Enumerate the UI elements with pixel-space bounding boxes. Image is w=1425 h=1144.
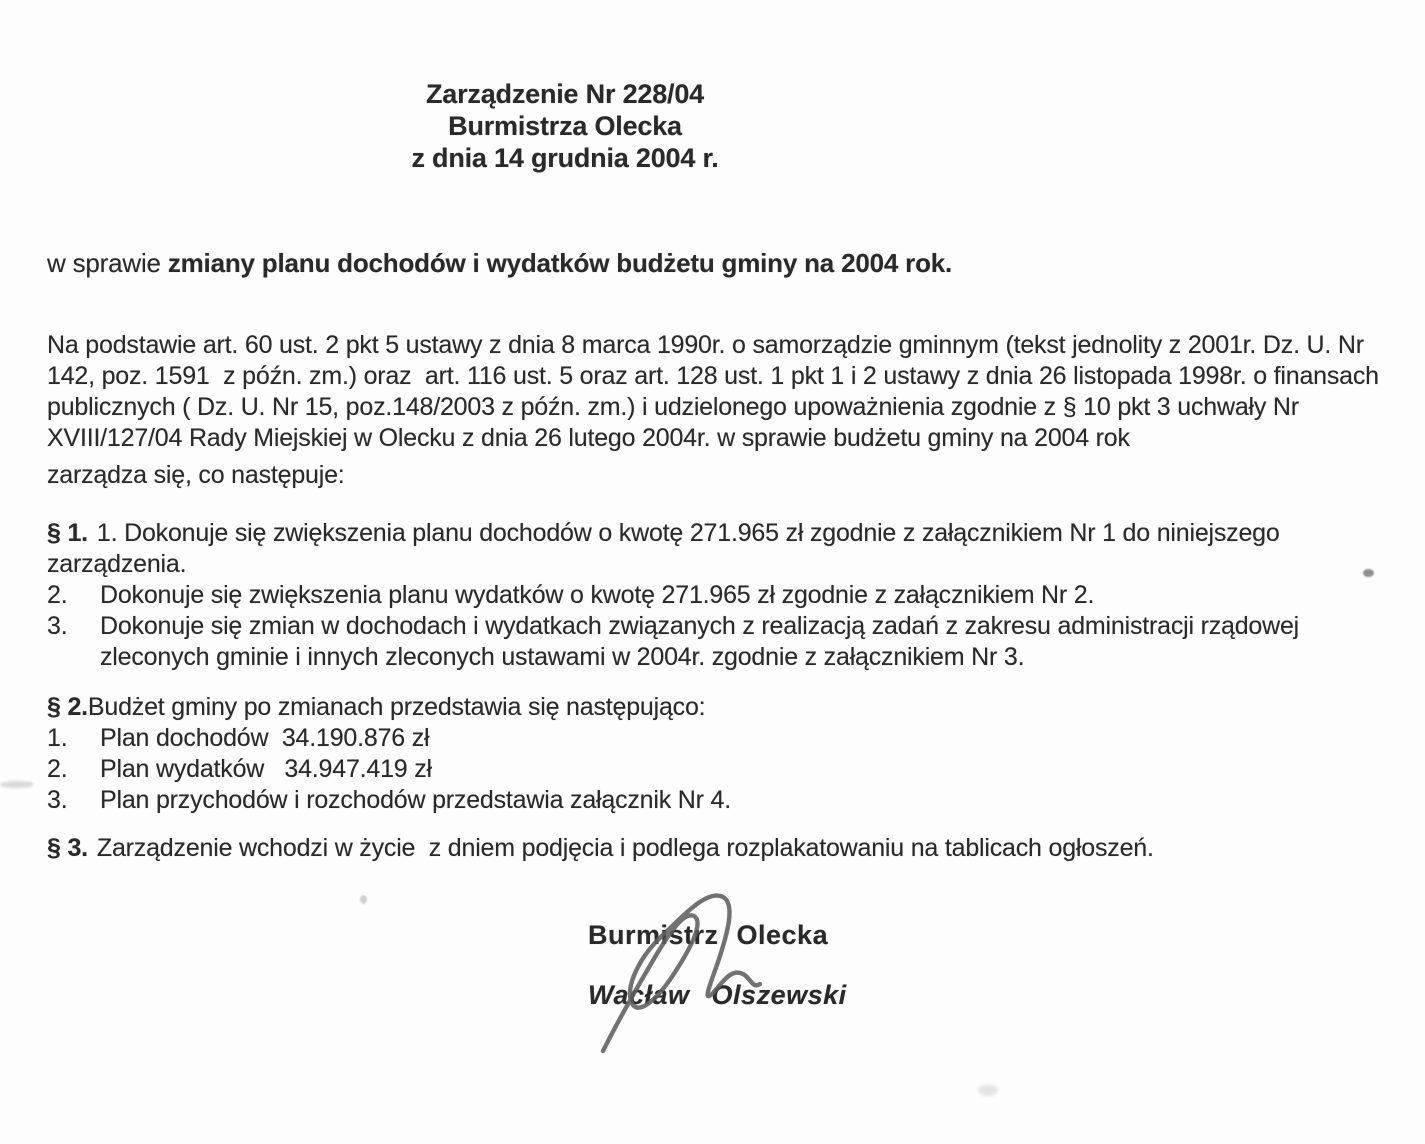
list-item [47, 580, 1392, 611]
list-item-text: Plan przychodów i rozchodów przedstawia załącznik Nr 4. [100, 786, 731, 814]
paragraph-3-mark: § 3. [47, 834, 88, 862]
title-line-number: Zarządzenie Nr 228/04 [426, 79, 704, 109]
scan-speck [360, 895, 367, 904]
list-item-text: Dokonuje się zwiększenia planu wydatków o kwotę 271.965 zł zgodnie z załącznikiem Nr 2. [100, 581, 1095, 609]
paragraph-1-mark: § 1. [47, 519, 88, 547]
list-item-number: 2. [47, 581, 68, 609]
paragraph-2-mark: § 2. [47, 693, 88, 721]
list-item-number: 3. [47, 786, 68, 814]
paragraph-3-text: Zarządzenie wchodzi w życie z dniem podjęcia i podlega rozplakatowaniu na tablicach ogłoszeń. [96, 834, 1154, 862]
subject-line [47, 248, 1387, 279]
list-item-number: 3. [47, 612, 68, 640]
ordains-line: zarządza się, co następuje: [47, 461, 345, 489]
signature-role: Burmistrz Olecka [588, 920, 829, 950]
subject-emphasis: zmiany planu dochodów i wydatków budżetu gminy na 2004 rok. [167, 248, 953, 278]
list-item [47, 754, 1392, 785]
paragraph-3 [47, 833, 1392, 864]
paragraph-1 [47, 518, 1392, 673]
legal-basis-paragraph: Na podstawie art. 60 ust. 2 pkt 5 ustawy z dnia 8 marca 1990r. o samorządzie gminnym (tekst jednolity z 2001r. Dz. U. Nr 142, poz. 1591 z późn. zm.) oraz art. 116 ust. 5 oraz art. 128 ust. 1 pkt 1 i 2 ustawy z dnia 26 listopada 1998r. o finansach publicznych ( Dz. U. Nr 15, poz.148/2003 z późn. zm.) i udzielonego upoważnienia zgodnie z § 10 pkt 3 uchwały Nr XVIII/127/04 Rady Miejskiej w Olecku z dnia 26 lutego 2004r. w sprawie budżetu gminy na 2004 rok [47, 331, 1386, 452]
title-line-issuer: Burmistrza Olecka [448, 111, 682, 141]
scan-speck [1363, 569, 1374, 577]
paragraph-1-list [47, 580, 1392, 673]
title-line-date: z dnia 14 grudnia 2004 r. [411, 143, 719, 173]
list-item-number: 1. [47, 724, 68, 752]
scan-speck [978, 1085, 998, 1096]
paragraph-1-intro-text: 1. Dokonuje się zwiększenia planu dochodów o kwotę 271.965 zł zgodnie z załącznikiem Nr 1 do niniejszego zarządzenia. [47, 519, 1287, 578]
list-item-text: Plan wydatków 34.947.419 zł [100, 755, 432, 783]
list-item-number: 2. [47, 755, 68, 783]
paragraph-1-intro [47, 518, 1392, 580]
handwritten-signature [555, 885, 795, 1065]
list-item-text: Plan dochodów 34.190.876 zł [100, 724, 430, 752]
signature-name: Wacław Olszewski [588, 980, 847, 1010]
paragraph-2-list [47, 723, 1392, 816]
subject-prefix: w sprawie [47, 248, 168, 278]
paragraph-2-intro-text: Budżet gminy po zmianach przedstawia się następująco: [87, 693, 706, 721]
scan-speck [0, 781, 34, 788]
document-title [330, 78, 800, 174]
paragraph-2-intro [47, 692, 1392, 723]
list-item [47, 723, 1392, 754]
list-item-text: Dokonuje się zmian w dochodach i wydatkach związanych z realizacją zadań z zakresu administracji rządowej zleconych gminie i innych zleconych ustawami w 2004r. zgodnie z załącznikiem Nr 3. [100, 612, 1306, 671]
paragraph-2 [47, 692, 1392, 816]
list-item [47, 785, 1392, 816]
list-item [47, 611, 1392, 673]
